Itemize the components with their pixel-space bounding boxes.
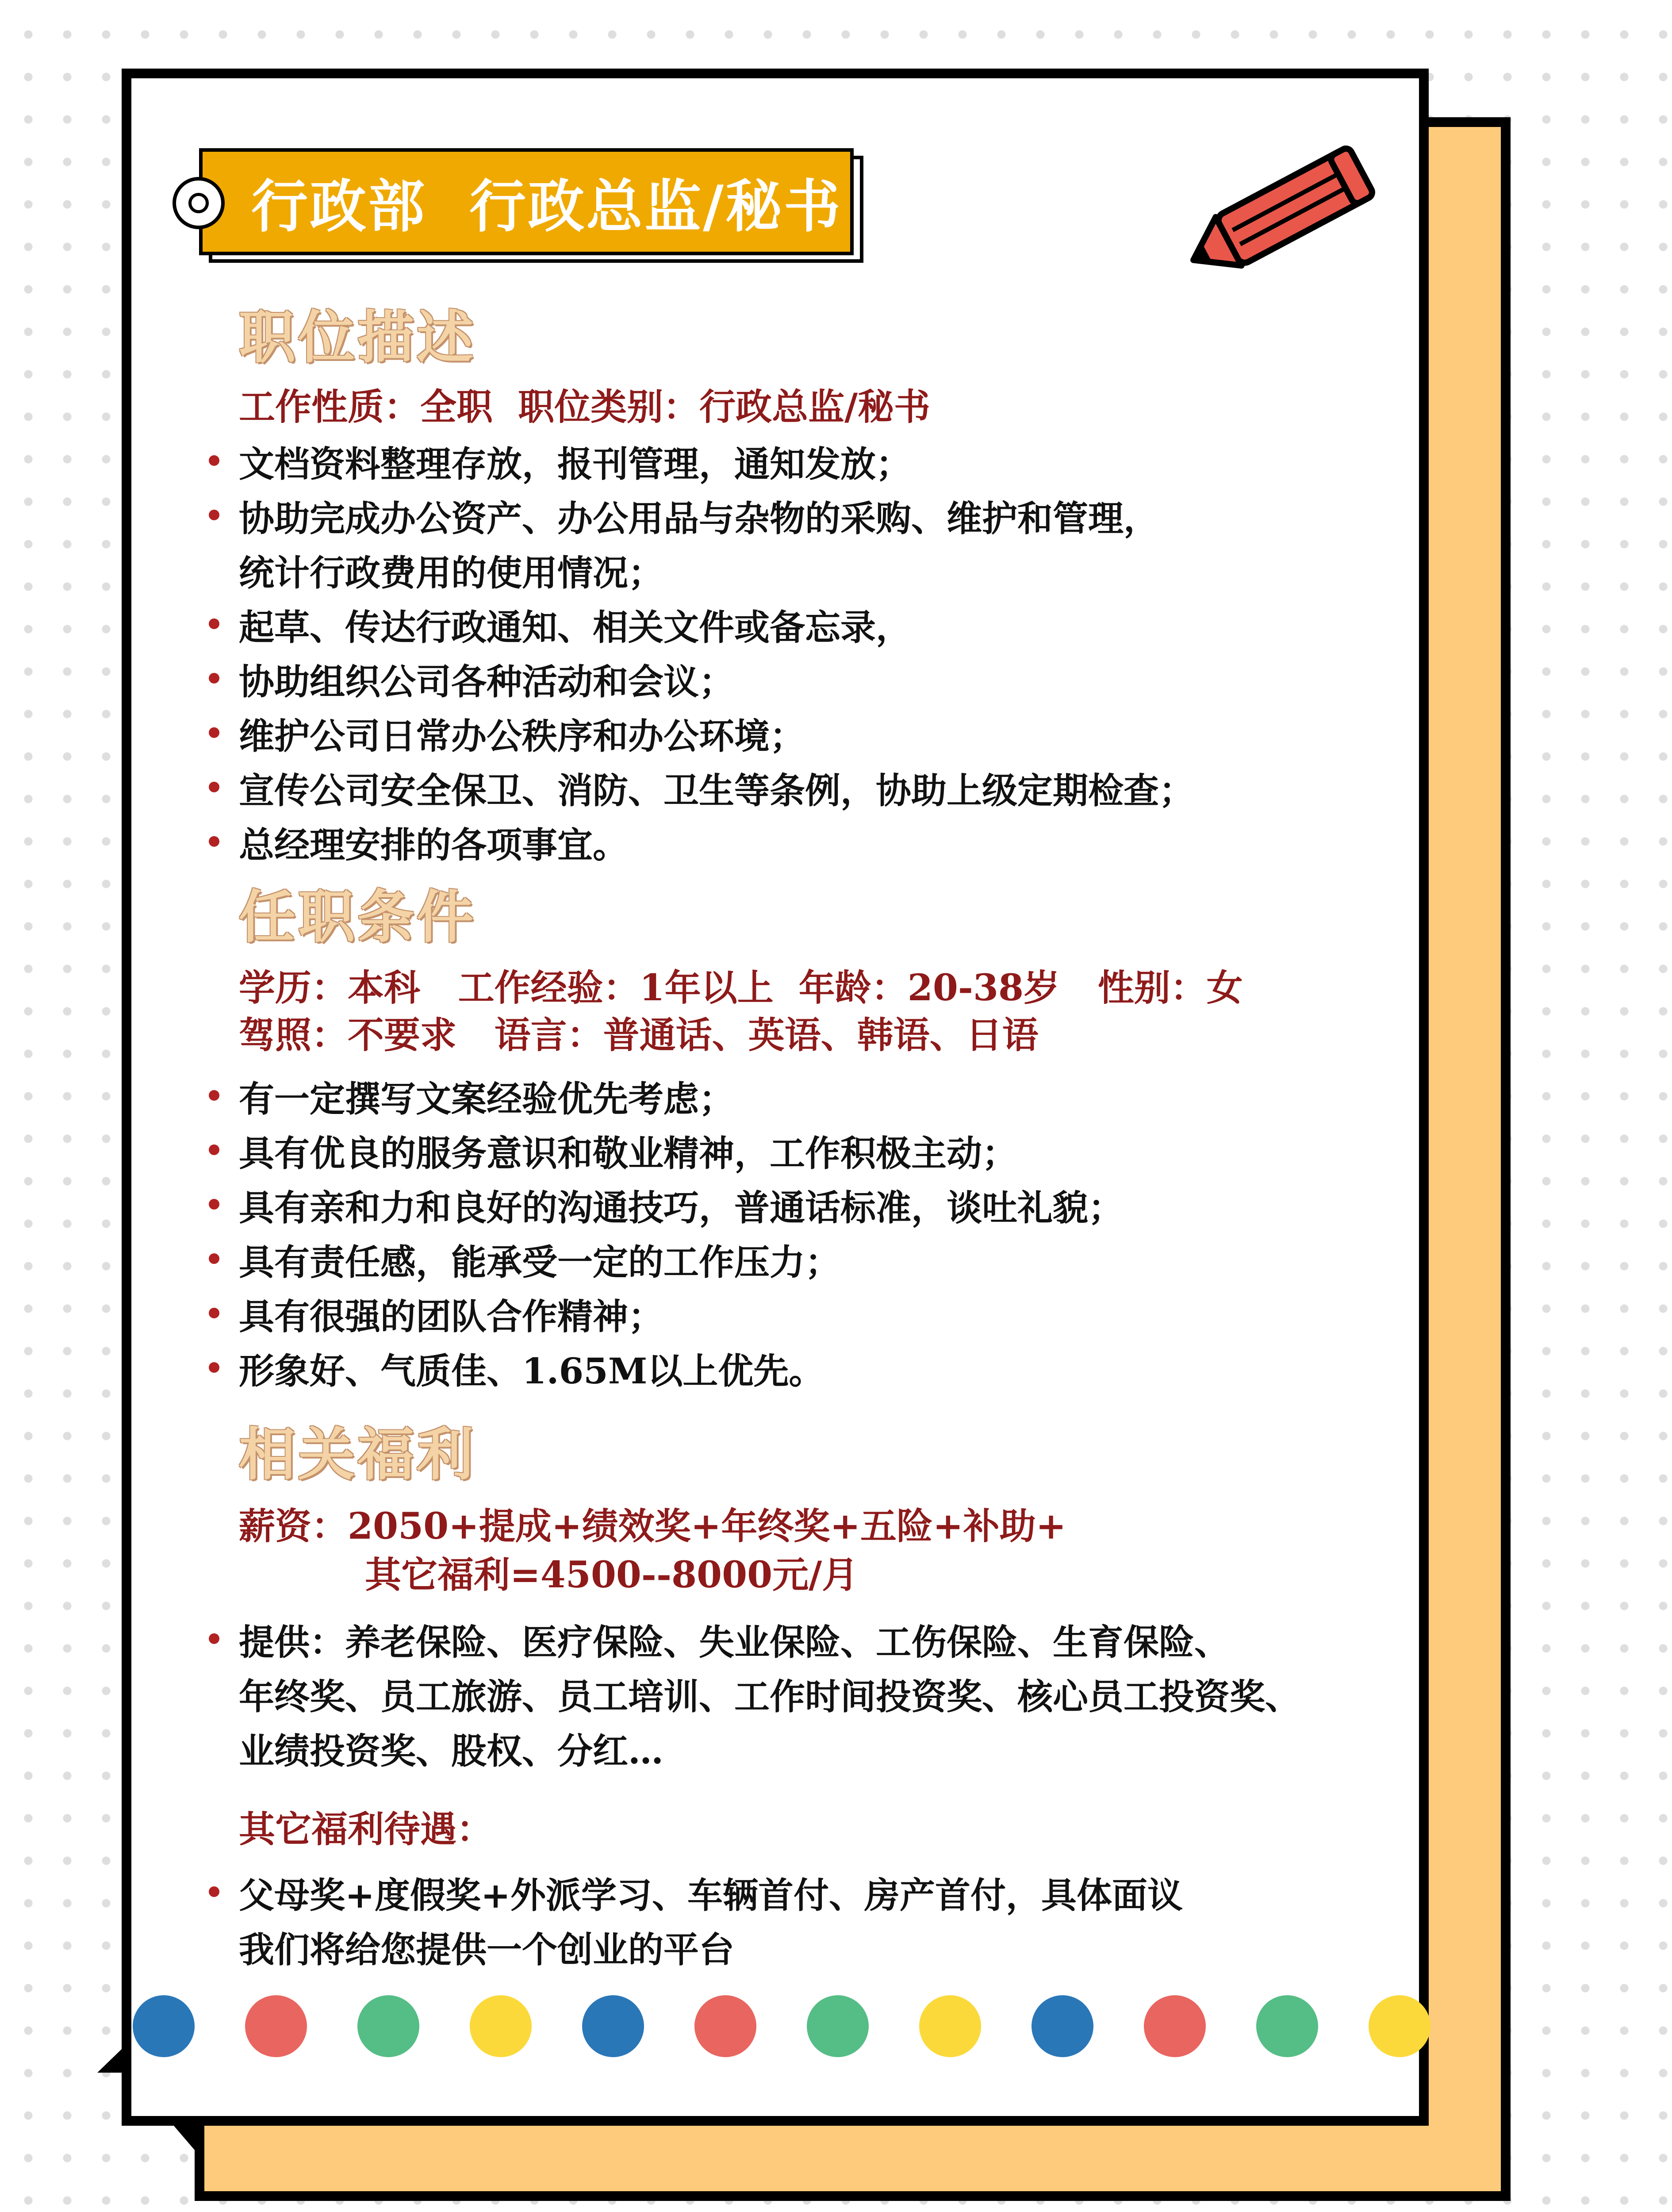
section-title-req: 任职条件 <box>239 884 476 950</box>
list-item: 具有责任感，能承受一定的工作压力； <box>239 1234 840 1285</box>
list-item: 形象好、气质佳、1.65M以上优先。 <box>239 1343 824 1394</box>
list-item: 总经理安排的各项事宜。 <box>239 817 628 868</box>
decorative-dot-blue <box>582 1995 644 2057</box>
list-item: 提供：养老保险、医疗保险、失业保险、工伤保险、生育保险、 <box>239 1614 1230 1665</box>
decorative-dot-yellow <box>1369 1995 1430 2057</box>
section-title-desc: 职位描述 <box>239 304 476 371</box>
decorative-dot-green <box>357 1995 419 2057</box>
decorative-dot-red <box>245 1995 307 2057</box>
list-item: 协助组织公司各种活动和会议； <box>239 653 734 704</box>
salary-line-2: 其它福利=4500--8000元/月 <box>365 1554 859 1596</box>
ring-icon <box>173 177 225 229</box>
list-item: 起草、传达行政通知、相关文件或备忘录， <box>239 599 911 650</box>
list-item: 父母奖+度假奖+外派学习、车辆首付、房产首付，具体面议 <box>239 1867 1183 1918</box>
list-item: 宣传公司安全保卫、消防、卫生等条例，协助上级定期检查； <box>239 762 1194 813</box>
pencil-icon <box>1185 137 1389 283</box>
desc-meta: 工作性质：全职 职位类别：行政总监/秘书 <box>239 386 931 428</box>
decorative-dot-green <box>807 1995 869 2057</box>
other-benefits-title: 其它福利待遇： <box>239 1808 493 1851</box>
list-item: 统计行政费用的使用情况； <box>239 552 663 594</box>
req-meta-2: 驾照：不要求 语言：普通话、英语、韩语、日语 <box>239 1014 1039 1056</box>
decorative-dot-red <box>694 1995 756 2057</box>
list-item: 具有很强的团队合作精神； <box>239 1288 663 1339</box>
list-item: 我们将给您提供一个创业的平台 <box>239 1929 734 1970</box>
decorative-dot-red <box>1144 1995 1206 2057</box>
page-title: 行政部 行政总监/秘书 <box>251 174 842 240</box>
decorative-dot-yellow <box>919 1995 981 2057</box>
decorative-dot-blue <box>1032 1995 1093 2057</box>
title-banner <box>199 148 854 255</box>
list-item: 有一定撰写文案经验优先考虑； <box>239 1071 734 1121</box>
list-item: 具有优良的服务意识和敬业精神，工作积极主动； <box>239 1125 1017 1176</box>
req-meta-1: 学历：本科 工作经验：1年以上 年龄：20-38岁 性别：女 <box>239 967 1243 1009</box>
decorative-dot-blue <box>133 1995 195 2057</box>
list-item: 业绩投资奖、股权、分红… <box>239 1730 663 1772</box>
decorative-dot-green <box>1256 1995 1318 2057</box>
card-corner-triangle <box>97 2046 125 2073</box>
list-item: 文档资料整理存放，报刊管理，通知发放； <box>239 436 911 487</box>
list-item: 维护公司日常办公秩序和办公环境； <box>239 708 805 759</box>
list-item: 协助完成办公资产、办公用品与杂物的采购、维护和管理， <box>239 490 1159 541</box>
section-title-benefits: 相关福利 <box>239 1421 476 1488</box>
decorative-dot-yellow <box>470 1995 532 2057</box>
salary-line-1: 薪资：2050+提成+绩效奖+年终奖+五险+补助+ <box>239 1505 1066 1548</box>
list-item: 年终奖、员工旅游、员工培训、工作时间投资奖、核心员工投资奖、 <box>239 1676 1300 1717</box>
list-item: 具有亲和力和良好的沟通技巧，普通话标准，谈吐礼貌； <box>239 1179 1124 1230</box>
